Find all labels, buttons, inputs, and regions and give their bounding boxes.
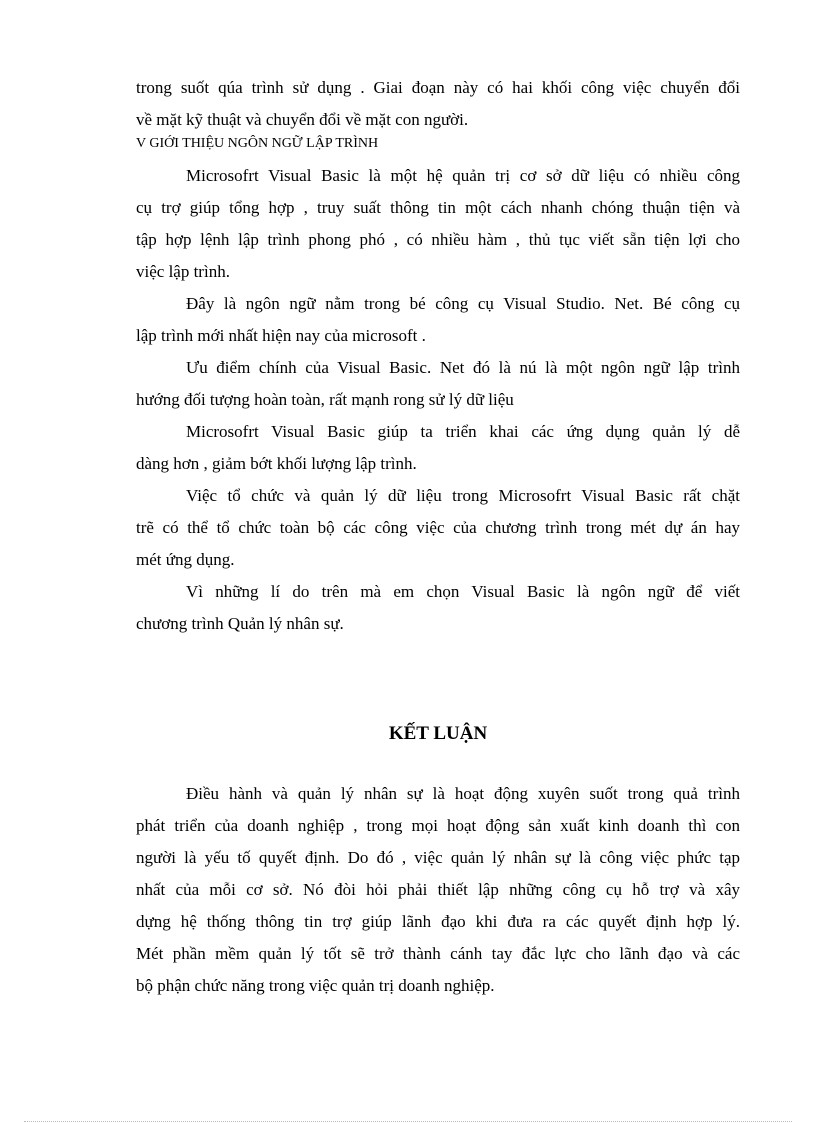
text-line: trẽ có thể tổ chức toàn bộ các công việc của chương trình trong mét dự án hay <box>136 518 740 537</box>
text-line: nhất của mỗi cơ sở. Nó đòi hỏi phải thiết lập những công cụ hỗ trợ và xây <box>136 880 740 899</box>
text-line: Việc tổ chức và quản lý dữ liệu trong Microsofrt Visual Basic rất chặt <box>186 486 740 505</box>
text-line: Ưu điểm chính của Visual Basic. Net đó là nú là một ngôn ngữ lập trình <box>186 358 740 377</box>
section-paragraph-1 <box>136 160 740 288</box>
text-line: bộ phận chức năng trong việc quản trị doanh nghiệp. <box>136 976 495 995</box>
text-line: trong suốt qúa trình sử dụng . Giai đoạn này có hai khối công việc chuyển đổi <box>136 78 740 97</box>
text-line: Microsofrt Visual Basic là một hệ quản trị cơ sở dữ liệu có nhiều công <box>186 166 740 185</box>
intro-paragraph <box>136 72 740 136</box>
text-line: Vì những lí do trên mà em chọn Visual Basic là ngôn ngữ để viết <box>186 582 740 601</box>
text-line: Microsofrt Visual Basic giúp ta triển khai các ứng dụng quản lý dễ <box>186 422 740 441</box>
text-line: cụ trợ giúp tổng hợp , truy suất thông tin một cách nhanh chóng thuận tiện và <box>136 198 740 217</box>
text-line: dựng hệ thống thông tin trợ giúp lãnh đạo khi đưa ra các quyết định hợp lý. <box>136 912 740 931</box>
text-line: mét ứng dụng. <box>136 550 235 569</box>
section-paragraph-2 <box>136 288 740 352</box>
section-paragraph-6 <box>136 576 740 640</box>
text-line: Điều hành và quản lý nhân sự là hoạt động xuyên suốt trong quả trình <box>186 784 740 803</box>
text-line: phát triển của doanh nghiệp , trong mọi hoạt động sản xuất kinh doanh thì con <box>136 816 740 835</box>
text-line: dàng hơn , giảm bớt khối lượng lập trình. <box>136 454 417 473</box>
text-line: Đây là ngôn ngữ nằm trong bé công cụ Visual Studio. Net. Bé công cụ <box>186 294 740 313</box>
text-line: lập trình mới nhất hiện nay của microsoft . <box>136 326 426 345</box>
text-line: người là yếu tố quyết định. Do đó , việc quản lý nhân sự là công việc phức tạp <box>136 848 740 867</box>
text-line: về mặt kỹ thuật và chuyển đổi về mặt con người. <box>136 110 469 129</box>
text-line: chương trình Quản lý nhân sự. <box>136 614 344 633</box>
text-line: việc lập trình. <box>136 262 230 281</box>
conclusion-paragraph <box>136 778 740 1002</box>
text-line: tập hợp lệnh lập trình phong phó , có nhiều hàm , thủ tục viết sẵn tiện lợi cho <box>136 230 740 249</box>
section-heading: V GIỚI THIỆU NGÔN NGỮ LẬP TRÌNH <box>136 136 379 151</box>
page-bottom-divider <box>24 1121 792 1122</box>
text-line: hướng đối tượng hoàn toàn, rất mạnh rong sử lý dữ liệu <box>136 390 514 409</box>
document-page <box>136 72 740 1002</box>
section-paragraph-4 <box>136 416 740 480</box>
conclusion-title: KẾT LUẬN <box>388 723 488 744</box>
text-line: Mét phần mềm quản lý tốt sẽ trở thành cánh tay đắc lực cho lãnh đạo và các <box>136 944 740 963</box>
section-paragraph-5 <box>136 480 740 576</box>
section-paragraph-3 <box>136 352 740 416</box>
